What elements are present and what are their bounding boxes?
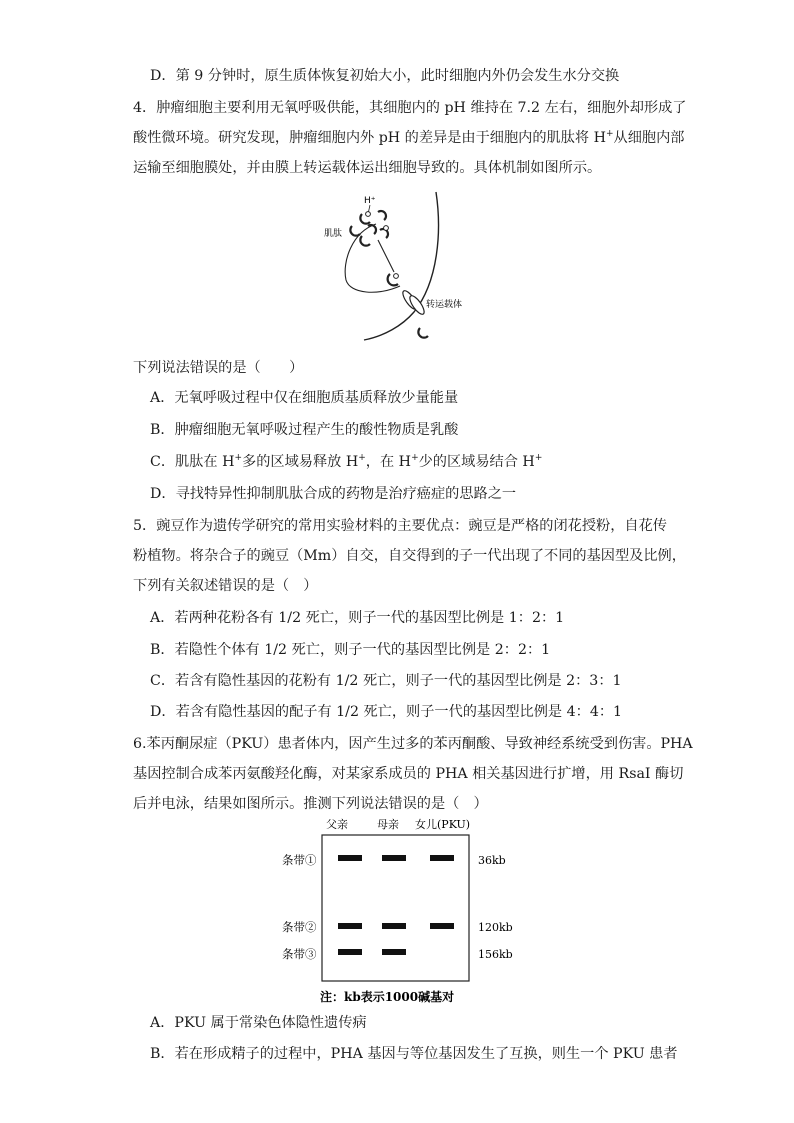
band-father-3 [338, 949, 362, 955]
q4-stem-line1: 4．肿瘤细胞主要利用无氧呼吸供能，其细胞内的 pH 维持在 7.2 左右，细胞外却形成了 [133, 100, 687, 116]
q4-option-b: B．肿瘤细胞无氧呼吸过程产生的酸性物质是乳酸 [150, 422, 459, 438]
band1-label: 条带① [282, 853, 317, 867]
q4-option-a: A．无氧呼吸过程中仅在细胞质基质释放少量能量 [150, 390, 459, 406]
q5-stem-line3: 下列有关叙述错误的是（ ） [133, 578, 318, 594]
size-36kb: 36kb [478, 854, 506, 867]
size-156kb: 156kb [478, 948, 513, 961]
q4-option-c: C．肌肽在 H+多的区域易释放 H+，在 H+少的区域易结合 H+ [150, 453, 543, 470]
q4-question: 下列说法错误的是（ ） [133, 360, 304, 376]
q4-stem-line3: 运输至细胞膜处，并由膜上转运载体运出细胞导致的。具体机制如图所示。 [133, 160, 602, 176]
band-mother-1 [382, 855, 406, 861]
band-mother-3 [382, 949, 406, 955]
q4-option-d: D．寻找特异性抑制肌肽合成的药物是治疗癌症的思路之一 [150, 486, 517, 502]
h-ion-label: H⁺ [364, 196, 376, 206]
carnosine-transport-diagram [318, 192, 463, 340]
size-120kb: 120kb [478, 921, 513, 934]
band-daughter-1 [430, 855, 454, 861]
q4-stem-line2: 酸性微环境。研究发现，肿瘤细胞内外 pH 的差异是由于细胞内的肌肽将 H+从细胞内部 [133, 129, 685, 146]
band-father-1 [338, 855, 362, 861]
band-father-2 [338, 923, 362, 929]
band-mother-2 [382, 923, 406, 929]
peptide-label: 肌肽 [324, 229, 343, 239]
q5-option-d: D．若含有隐性基因的配子有 1/2 死亡，则子一代的基因型比例是 4：4：1 [150, 704, 623, 720]
q6-option-b: B．若在形成精子的过程中，PHA 基因与等位基因发生了互换，则生一个 PKU 患者 [150, 1046, 678, 1062]
transporter-label: 转运载体 [426, 300, 463, 310]
col-mother: 母亲 [377, 818, 399, 831]
q5-stem-line2: 粉植物。将杂合子的豌豆（Mm）自交，自交得到的子一代出现了不同的基因型及比例， [133, 548, 686, 564]
q3-option-d: D．第 9 分钟时，原生质体恢复初始大小，此时细胞内外仍会发生水分交换 [150, 68, 620, 84]
col-daughter: 女儿(PKU) [415, 818, 471, 831]
q5-stem-line1: 5．豌豆作为遗传学研究的常用实验材料的主要优点：豌豆是严格的闭花授粉，自花传 [133, 518, 667, 534]
col-father: 父亲 [326, 818, 348, 831]
q5-option-b: B．若隐性个体有 1/2 死亡，则子一代的基因型比例是 2：2：1 [150, 642, 551, 658]
gel-note: 注：kb表示1000碱基对 [320, 990, 455, 1004]
electrophoresis-gel-figure [276, 815, 512, 1011]
q5-option-c: C．若含有隐性基因的花粉有 1/2 死亡，则子一代的基因型比例是 2：3：1 [150, 673, 622, 689]
band2-label: 条带② [282, 920, 317, 934]
q6-option-a: A．PKU 属于常染色体隐性遗传病 [150, 1015, 367, 1031]
band3-label: 条带③ [282, 947, 317, 961]
q6-stem-line3: 后并电泳，结果如图所示。推测下列说法错误的是（ ） [133, 796, 488, 812]
q5-option-a: A．若两种花粉各有 1/2 死亡，则子一代的基因型比例是 1：2：1 [150, 610, 565, 626]
band-daughter-2 [430, 923, 454, 929]
q6-stem-line2: 基因控制合成苯丙氨酸羟化酶，对某家系成员的 PHA 相关基因进行扩增，用 RsaI 酶切 [133, 766, 684, 782]
q6-stem-line1: 6.苯丙酮尿症（PKU）患者体内，因产生过多的苯丙酮酸、导致神经系统受到伤害。PHA [133, 736, 693, 752]
